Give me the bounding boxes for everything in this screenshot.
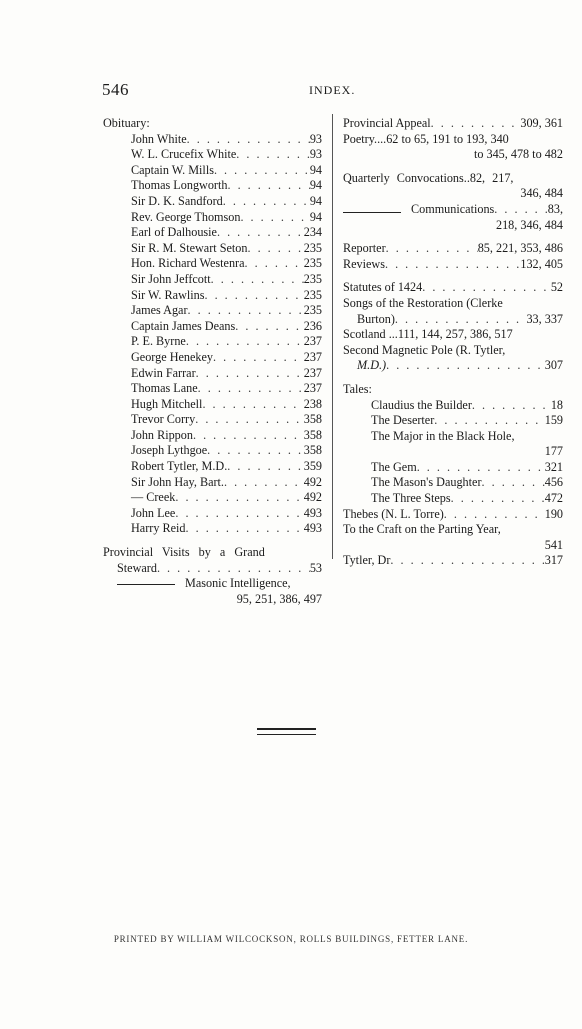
leader-dots	[451, 491, 545, 507]
entry-pages: 235	[303, 303, 322, 318]
entry-label: John Lee	[131, 505, 176, 520]
entry-pages: 321	[544, 459, 563, 474]
entry-pages: 238	[303, 396, 322, 411]
leader-dots	[188, 303, 304, 319]
entry-label: Thomas Longworth	[131, 178, 228, 193]
entry-label: Statutes of 1424	[343, 280, 423, 295]
index-entry	[103, 256, 322, 272]
ditto-dash	[117, 584, 175, 585]
entry-pages: 492	[303, 490, 322, 505]
index-entry-songs: Songs of the Restoration (Clerke	[343, 295, 503, 310]
entry-label: The Gem	[371, 459, 417, 474]
entry-pages: 85, 221, 353, 486	[477, 241, 563, 256]
index-entry	[103, 506, 322, 522]
entry-pages: 235	[303, 240, 322, 255]
leader-dots	[417, 460, 545, 476]
entry-pages: 52	[550, 280, 563, 295]
entry-label: Thebes (N. L. Torre)	[343, 506, 444, 521]
masonic-intelligence-entry	[103, 576, 322, 592]
index-entry	[103, 163, 322, 179]
index-entry	[103, 334, 322, 350]
entry-pages: 237	[303, 334, 322, 349]
index-entry-craft: To the Craft on the Parting Year,	[343, 522, 501, 537]
index-entry	[103, 350, 322, 366]
index-entry	[103, 397, 322, 413]
entry-pages: 358	[303, 443, 322, 458]
index-entry-thebes	[343, 507, 563, 523]
index-entry	[103, 210, 322, 226]
leader-dots	[472, 398, 551, 414]
provincial-visits-page: 53	[309, 560, 322, 575]
entry-label: Earl of Dalhousie	[131, 225, 217, 240]
entry-label: George Henekey	[131, 349, 214, 364]
entry-pages: 190	[544, 506, 563, 521]
entry-pages: 177	[544, 444, 563, 459]
entry-pages: 493	[303, 521, 322, 536]
leader-dots	[202, 397, 303, 413]
index-entry	[103, 443, 322, 459]
leader-dots	[213, 350, 304, 366]
index-entry-quarterly: Quarterly Convocations..82, 217,	[343, 170, 514, 185]
entry-pages: 93	[309, 131, 322, 146]
entry-pages: 236	[303, 318, 322, 333]
entry-label: W. L. Crucefix White	[131, 147, 237, 162]
index-entry-craft-page: 541	[544, 537, 563, 552]
page-number: 546	[102, 80, 129, 99]
index-entry	[103, 428, 322, 444]
index-entry-second-pole-cont	[343, 358, 563, 374]
entry-pages: 237	[303, 381, 322, 396]
leader-dots	[482, 475, 545, 491]
index-entry-poetry: Poetry....62 to 65, 191 to 193, 340	[343, 131, 509, 146]
tales-heading: Tales:	[343, 381, 372, 396]
index-entry	[103, 272, 322, 288]
entry-pages: 307	[544, 358, 563, 373]
entry-pages: 235	[303, 256, 322, 271]
entry-label: Reviews	[343, 256, 385, 271]
entry-label: Sir R. M. Stewart Seton	[131, 240, 248, 255]
printer-imprint: PRINTED BY WILLIAM WILCOCKSON, ROLLS BUILDINGS, FETTER LANE.	[113, 934, 469, 944]
leader-dots	[214, 163, 310, 179]
entry-label: Burton)	[357, 311, 395, 326]
entry-label: The Deserter	[371, 413, 435, 428]
leader-dots	[196, 366, 304, 382]
entry-pages: 235	[303, 271, 322, 286]
entry-pages: 94	[309, 209, 322, 224]
index-entry: The Major in the Black Hole,	[371, 428, 515, 443]
index-entry-scotland: Scotland ...111, 144, 257, 386, 517	[343, 327, 513, 342]
index-entry	[343, 491, 563, 507]
entry-label: Thomas Lane	[131, 381, 198, 396]
index-entry-provincial-appeal	[343, 116, 563, 132]
index-entry	[103, 412, 322, 428]
entry-label: Sir John Jeffcott	[131, 271, 211, 286]
entry-label: Robert Tytler, M.D.	[131, 459, 228, 474]
entry-label: — Creek	[131, 490, 176, 505]
index-entry-communications	[343, 202, 563, 218]
entry-pages: 359	[303, 459, 322, 474]
entry-pages: 317	[544, 553, 563, 568]
index-entry-songs-cont	[343, 312, 563, 328]
entry-pages: 234	[303, 225, 322, 240]
entry-pages: 18	[550, 397, 563, 412]
index-entry-poetry-cont: to 345, 478 to 482	[473, 147, 563, 162]
leader-dots	[175, 490, 303, 506]
entry-pages: 93	[309, 147, 322, 162]
entry-pages: 94	[309, 162, 322, 177]
entry-label: Rev. George Thomson	[131, 209, 241, 224]
provincial-visits-entry	[103, 545, 322, 561]
entry-label: The Mason's Daughter	[371, 475, 482, 490]
entry-label: Claudius the Builder	[371, 397, 472, 412]
entry-label: Tytler, Dr	[343, 553, 391, 568]
index-entry	[103, 225, 322, 241]
entry-label: Provincial Appeal	[343, 116, 431, 130]
leader-dots	[186, 521, 304, 537]
index-entry	[103, 490, 322, 506]
index-entry	[103, 132, 322, 148]
obituary-heading: Obituary:	[103, 116, 150, 130]
index-entry	[103, 241, 322, 257]
provincial-visits-label-2: Steward	[117, 560, 157, 575]
leader-dots	[207, 443, 304, 459]
leader-dots	[247, 241, 303, 257]
leader-dots	[434, 413, 544, 429]
index-entry-reviews	[343, 257, 563, 273]
index-entry	[103, 194, 322, 210]
entry-pages: 237	[303, 349, 322, 364]
leader-dots	[193, 428, 304, 444]
entry-label: John White	[131, 131, 187, 146]
entry-label: Sir D. K. Sandford	[131, 193, 223, 208]
entry-pages: 493	[303, 505, 322, 520]
leader-dots	[186, 334, 304, 350]
entry-pages: 492	[303, 474, 322, 489]
entry-pages: 309, 361	[520, 116, 563, 130]
index-entry	[103, 147, 322, 163]
entry-pages: 83,	[547, 201, 563, 216]
entry-pages: 237	[303, 365, 322, 380]
index-entry	[103, 366, 322, 382]
index-entry-tytler	[343, 553, 563, 569]
leader-dots	[175, 506, 303, 522]
entry-pages: 94	[309, 193, 322, 208]
running-head: INDEX.	[309, 83, 356, 97]
entry-label: P. E. Byrne	[131, 334, 186, 349]
entry-label: Captain W. Mills	[131, 162, 214, 177]
leader-dots	[195, 412, 304, 428]
leader-dots	[217, 225, 304, 241]
column-rule	[332, 114, 333, 559]
index-entry	[103, 303, 322, 319]
entry-label: John Rippon	[131, 427, 193, 442]
ditto-dash	[343, 212, 401, 213]
index-entry-quarterly-cont: 346, 484	[520, 186, 563, 201]
index-entry	[343, 475, 563, 491]
index-entry	[103, 521, 322, 537]
entry-pages: 472	[544, 491, 563, 506]
provincial-visits-label: Provincial Visits by a Grand	[103, 545, 265, 560]
entry-label: James Agar	[131, 303, 188, 318]
leader-dots	[227, 459, 303, 475]
entry-pages: 159	[544, 413, 563, 428]
entry-label: Hugh Mitchell	[131, 396, 203, 411]
entry-label: Reporter	[343, 241, 386, 256]
leader-dots	[236, 147, 310, 163]
leader-dots	[240, 210, 309, 226]
entry-pages: 456	[544, 475, 563, 490]
entry-label: Sir W. Rawlins	[131, 287, 205, 302]
leader-dots	[227, 178, 309, 194]
index-entry	[103, 475, 322, 491]
index-entry	[103, 381, 322, 397]
entry-label: Edwin Farrar	[131, 365, 196, 380]
entry-label: Captain James Deans	[131, 318, 236, 333]
index-entry	[103, 459, 322, 475]
left-column	[103, 116, 322, 607]
masonic-intelligence-label: Masonic Intelligence,	[185, 576, 291, 591]
entry-pages: 132, 405	[520, 256, 563, 271]
entry-pages: 33, 337	[526, 311, 563, 326]
leader-dots	[204, 288, 303, 304]
entry-label: Hon. Richard Westenra	[131, 256, 245, 271]
leader-dots	[235, 319, 303, 335]
index-entry	[103, 288, 322, 304]
entry-label: Trevor Corry	[131, 412, 196, 427]
entry-label: Sir John Hay, Bart.	[131, 474, 224, 489]
index-entry	[103, 319, 322, 335]
obituary-list	[103, 132, 322, 537]
masonic-intelligence-pages: 95, 251, 386, 497	[236, 591, 322, 606]
ornamental-rule	[257, 728, 316, 735]
index-entry-statutes	[343, 280, 563, 296]
entry-label: Harry Reid	[131, 521, 186, 536]
index-entry	[103, 178, 322, 194]
index-entry	[343, 460, 563, 476]
right-column	[343, 116, 563, 569]
index-entry	[343, 413, 563, 429]
leader-dots	[198, 381, 304, 397]
index-entry-communications-cont: 218, 346, 484	[495, 217, 563, 232]
index-entry-reporter	[343, 241, 563, 257]
entry-label: The Three Steps	[371, 491, 451, 506]
leader-dots	[224, 475, 304, 491]
entry-pages: 358	[303, 427, 322, 442]
provincial-visits-cont	[103, 561, 322, 577]
entry-label: Communications	[411, 201, 495, 216]
leader-dots	[245, 256, 304, 272]
index-entry-second-pole: Second Magnetic Pole (R. Tytler,	[343, 342, 506, 357]
entry-pages: 94	[309, 178, 322, 193]
leader-dots	[211, 272, 304, 288]
tales-list	[343, 398, 563, 507]
leader-dots	[187, 132, 310, 148]
index-entry	[343, 398, 563, 414]
entry-label: M.D.)	[357, 358, 387, 373]
leader-dots	[223, 194, 310, 210]
entry-label: Joseph Lythgoe	[131, 443, 208, 458]
entry-pages: 358	[303, 412, 322, 427]
entry-pages: 235	[303, 287, 322, 302]
